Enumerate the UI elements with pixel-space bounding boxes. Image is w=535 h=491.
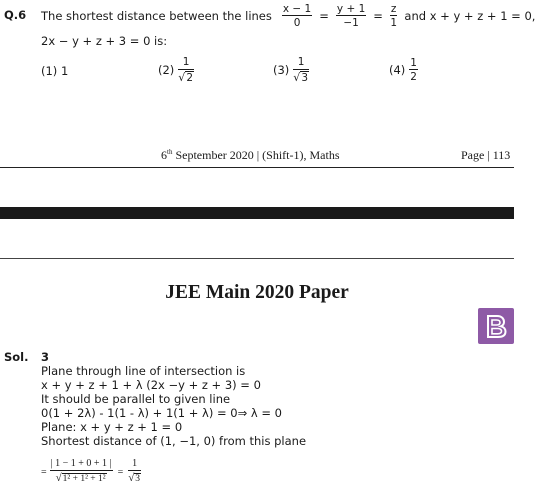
footer-page-number: Page | 113 xyxy=(461,148,511,162)
question-line-1 xyxy=(41,0,535,32)
question-line-2: 2x − y + z + 3 = 0 is: xyxy=(41,34,168,48)
header-rule xyxy=(0,258,514,259)
question-text: The shortest distance between the lines xyxy=(41,9,272,23)
option-3: (3) $\frac{1}{√3}$ xyxy=(273,56,308,84)
fraction-y: $\frac{y + 1}{-1}$ xyxy=(336,2,366,29)
solution-step: Plane: x + y + z + 1 = 0 xyxy=(41,420,183,434)
solution-step: Plane through line of intersection is xyxy=(41,364,246,378)
distance-formula: = $\frac{| 1 - 1 + 0 + 1 |}{\text{√1² + 1² + 1²}}$ = $\frac{1}{√3}$ xyxy=(41,458,141,485)
question-number: Q.6 xyxy=(4,8,27,22)
solution-step: It should be parallel to given line xyxy=(41,392,231,406)
question-plane-1: and x + y + z + 1 = 0, xyxy=(404,9,535,23)
solution-step: 0(1 + 2λ) - 1(1 - λ) + 1(1 + λ) = 0⇒ λ = 0 xyxy=(41,406,282,420)
footer-date: 6th September 2020 | (Shift-1), Maths xyxy=(161,148,340,162)
option-2: (2) $\frac{1}{√2}$ xyxy=(158,56,193,84)
option-4: (4) $\frac{1}{2}$ xyxy=(389,56,417,83)
equals-sign: = xyxy=(319,9,329,23)
fraction-x: $\frac{x - 1}{0}$ xyxy=(282,2,312,29)
option-1: (1) 1 xyxy=(41,64,69,78)
solution-steps xyxy=(41,364,306,448)
solution-step: Shortest distance of (1, −1, 0) from this plane xyxy=(41,434,307,448)
solution-answer: 3 xyxy=(41,350,50,364)
page-break-band xyxy=(0,207,514,219)
footer-rule xyxy=(0,167,514,168)
solution-step: x + y + z + 1 + λ (2x −y + z + 3) = 0 xyxy=(41,378,261,392)
equals-sign: = xyxy=(373,9,383,23)
fraction-z: $\frac{z}{1}$ xyxy=(390,2,397,29)
page-title: JEE Main 2020 Paper xyxy=(165,282,349,303)
solution-label: Sol. xyxy=(4,350,29,364)
brand-logo-icon xyxy=(482,312,510,340)
brand-logo xyxy=(478,308,514,344)
